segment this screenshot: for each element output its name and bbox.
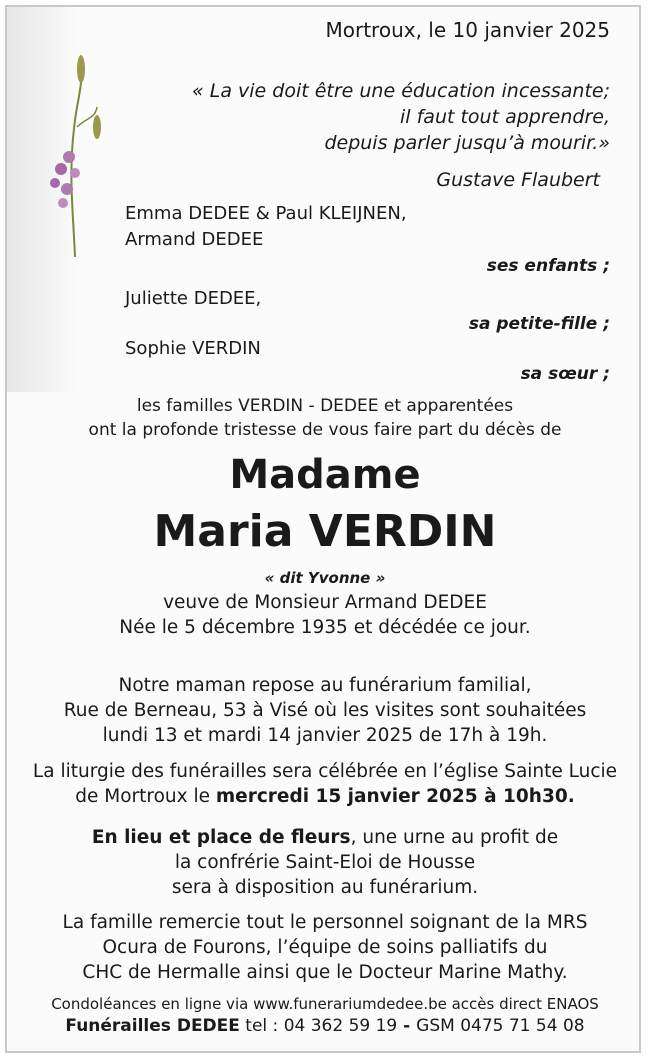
flowers-line-3: sera à disposition au funérarium. (171, 877, 479, 898)
thanks-line-3: CHC de Hermalle ainsi que le Docteur Marine Mathy. (82, 962, 568, 983)
deceased-name: Maria VERDIN (153, 506, 497, 557)
contact-line (0, 1016, 650, 1036)
visitation-line-3: lundi 13 et mardi 14 janvier 2025 de 17h à 19h. (102, 725, 548, 746)
quote-line-2: il faut tout apprendre, (400, 106, 610, 128)
sister-relation: sa sœur ; (520, 364, 610, 384)
company-name: Funérailles DEDEE (65, 1016, 240, 1036)
flower-illustration (37, 47, 107, 267)
dates-line: Née le 5 décembre 1935 et décédée ce jour. (119, 617, 531, 638)
children-names-1: Emma DEDEE & Paul KLEIJNEN, (125, 203, 407, 224)
funeral-line-1: La liturgie des funérailles sera célébrée en l’église Sainte Lucie (32, 761, 618, 782)
flowers-intro: En lieu et place de fleurs (91, 827, 351, 848)
thanks-line-1: La famille remercie tout le personnel soignant de la MRS (62, 912, 588, 933)
children-relation: ses enfants ; (486, 256, 610, 276)
gsm-label: GSM (416, 1016, 461, 1036)
visitation-line-1: Notre maman repose au funérarium familial, (118, 675, 532, 696)
granddaughter-relation: sa petite-fille ; (468, 314, 610, 334)
condolences-line: Condoléances en ligne via www.funerariumdedee.be accès direct ENAOS (51, 995, 599, 1013)
widow-line: veuve de Monsieur Armand DEDEE (163, 592, 487, 613)
deceased-title: Madame (229, 452, 421, 498)
thanks-line-2: Ocura de Fourons, l’équipe de soins palliatifs du (102, 937, 548, 958)
children-names-2: Armand DEDEE (125, 229, 264, 250)
quote-author: Gustave Flaubert (436, 169, 600, 191)
date-line: Mortroux, le 10 janvier 2025 (325, 18, 610, 42)
tel-label: tel : (239, 1016, 284, 1036)
separator: - (397, 1016, 417, 1036)
quote-line-1: « La vie doit être une éducation incessante; (191, 80, 610, 102)
mobile-number: 0475 71 54 08 (460, 1016, 585, 1036)
deceased-nickname: « dit Yvonne » (264, 569, 386, 587)
funeral-datetime: mercredi 15 janvier 2025 à 10h30. (215, 786, 575, 807)
phone-number: 04 362 59 19 (283, 1016, 398, 1036)
flowers-line-1 (0, 827, 650, 848)
funeral-line-2 (0, 786, 650, 807)
funeral-place: de Mortroux le (75, 786, 216, 807)
sister-name: Sophie VERDIN (125, 338, 261, 359)
families-line-2: ont la profonde tristesse de vous faire part du décès de (88, 420, 562, 440)
quote-line-3: depuis parler jusqu’à mourir.» (324, 132, 610, 154)
families-line-1: les familles VERDIN - DEDEE et apparentées (136, 396, 514, 416)
flowers-rest: , une urne au profit de (350, 827, 559, 848)
flowers-line-2: la confrérie Saint-Eloi de Housse (174, 852, 476, 873)
visitation-line-2: Rue de Berneau, 53 à Visé où les visites sont souhaitées (63, 700, 587, 721)
granddaughter-name: Juliette DEDEE, (125, 288, 262, 309)
